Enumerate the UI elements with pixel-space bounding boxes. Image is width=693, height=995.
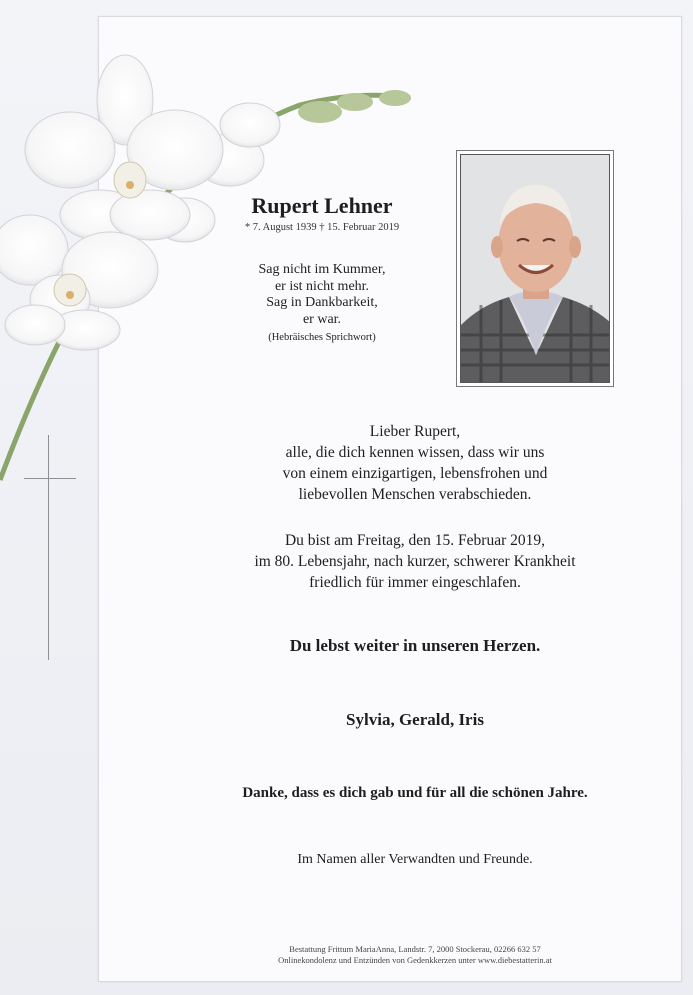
message-paragraph xyxy=(160,421,670,505)
footer xyxy=(160,944,670,966)
relatives-line: Im Namen aller Verwandten und Freunde. xyxy=(297,852,533,867)
verse-line: er war. xyxy=(302,311,342,327)
verse-line: Sag nicht im Kummer, xyxy=(258,262,386,277)
portrait-photo xyxy=(460,154,610,383)
portrait-frame xyxy=(456,150,614,387)
portrait-illustration xyxy=(461,155,610,383)
verse-line: er ist nicht mehr. xyxy=(274,278,370,294)
thanks-line: Danke, dass es dich gab und für all die schönen Jahre. xyxy=(242,785,588,801)
verse-line: Sag in Dankbarkeit, xyxy=(266,295,378,310)
funeral-home-line: Bestattung Frittum MariaAnna, Landstr. 7, 2000 Stockerau, 02266 632 57 xyxy=(289,944,541,954)
deceased-name: Rupert Lehner xyxy=(251,193,393,218)
passing-paragraph xyxy=(160,530,670,593)
online-condolence-line: Onlinekondolenz und Entzünden von Gedenkkerzen unter www.diebestatterin.at xyxy=(278,955,552,965)
message-line: alle, die dich kennen wissen, dass wir uns xyxy=(285,444,545,461)
passing-line: friedlich für immer eingeschlafen. xyxy=(309,574,521,591)
life-dates: * 7. August 1939 † 15. Februar 2019 xyxy=(244,222,400,233)
memorial-verse xyxy=(232,262,412,347)
passing-line: im 80. Lebensjahr, nach kurzer, schwerer Krankheit xyxy=(254,553,576,570)
message-line: Lieber Rupert, xyxy=(369,423,461,440)
motto: Du lebst weiter in unseren Herzen. xyxy=(289,636,541,655)
family-names: Sylvia, Gerald, Iris xyxy=(346,710,484,729)
passing-line: Du bist am Freitag, den 15. Februar 2019, xyxy=(284,532,545,549)
verse-source: (Hebräisches Sprichwort) xyxy=(268,332,376,343)
message-line: liebevollen Menschen verabschieden. xyxy=(298,486,532,503)
message-line: von einem einzigartigen, lebensfrohen und xyxy=(282,465,548,482)
